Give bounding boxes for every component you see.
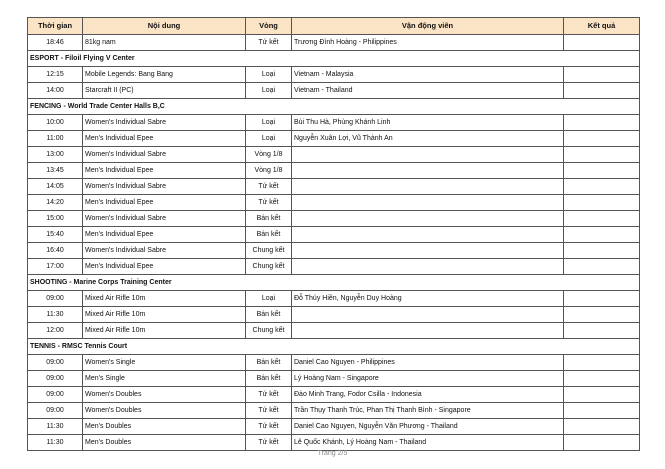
table-row: [28, 227, 640, 243]
cell-event: Women's Doubles: [83, 403, 246, 419]
cell-time: 14:05: [28, 179, 83, 195]
table-row: [28, 387, 640, 403]
cell-time: 10:00: [28, 115, 83, 131]
cell-round: Loại: [246, 67, 292, 83]
table-row: [28, 131, 640, 147]
cell-time: 11:30: [28, 435, 83, 451]
cell-athletes: Daniel Cao Nguyen, Nguyễn Văn Phương - Thailand: [292, 419, 564, 435]
cell-athletes: Đỗ Thúy Hiền, Nguyễn Duy Hoàng: [292, 291, 564, 307]
cell-result: [564, 227, 640, 243]
cell-result: [564, 195, 640, 211]
cell-athletes: Trần Thụy Thanh Trúc, Phan Thị Thanh Bình - Singapore: [292, 403, 564, 419]
cell-time: 16:40: [28, 243, 83, 259]
cell-result: [564, 387, 640, 403]
section-row: [28, 275, 640, 291]
cell-time: 17:00: [28, 259, 83, 275]
table-row: [28, 211, 640, 227]
cell-result: [564, 371, 640, 387]
cell-time: 13:00: [28, 147, 83, 163]
cell-round: Bán kết: [246, 307, 292, 323]
header-event: Nội dung: [83, 18, 246, 35]
cell-athletes: [292, 323, 564, 339]
cell-event: Mixed Air Rifle 10m: [83, 307, 246, 323]
cell-athletes: Lê Quốc Khánh, Lý Hoàng Nam - Thailand: [292, 435, 564, 451]
cell-event: Men's Doubles: [83, 419, 246, 435]
cell-event: Women's Individual Sabre: [83, 211, 246, 227]
cell-time: 11:00: [28, 131, 83, 147]
table-row: [28, 195, 640, 211]
table-row: [28, 163, 640, 179]
cell-athletes: Lý Hoàng Nam - Singapore: [292, 371, 564, 387]
cell-round: Bán kết: [246, 211, 292, 227]
section-row: [28, 51, 640, 67]
cell-athletes: [292, 259, 564, 275]
header-row: [28, 18, 640, 35]
section-row: [28, 99, 640, 115]
cell-athletes: [292, 179, 564, 195]
cell-result: [564, 259, 640, 275]
cell-athletes: [292, 195, 564, 211]
cell-time: 15:40: [28, 227, 83, 243]
cell-round: Vòng 1/8: [246, 163, 292, 179]
cell-event: 81kg nam: [83, 35, 246, 51]
cell-athletes: [292, 307, 564, 323]
cell-round: Chung kết: [246, 259, 292, 275]
header-time: Thời gian: [28, 18, 83, 35]
cell-event: Women's Individual Sabre: [83, 179, 246, 195]
cell-result: [564, 115, 640, 131]
cell-event: Mixed Air Rifle 10m: [83, 323, 246, 339]
cell-round: Tứ kết: [246, 179, 292, 195]
cell-event: Men's Single: [83, 371, 246, 387]
cell-time: 12:15: [28, 67, 83, 83]
table-row: [28, 355, 640, 371]
cell-time: 12:00: [28, 323, 83, 339]
cell-result: [564, 419, 640, 435]
cell-result: [564, 307, 640, 323]
cell-round: Tứ kết: [246, 195, 292, 211]
cell-round: Loại: [246, 291, 292, 307]
cell-result: [564, 163, 640, 179]
table-row: [28, 35, 640, 51]
cell-time: 14:20: [28, 195, 83, 211]
table-row: [28, 147, 640, 163]
schedule-body: [28, 35, 640, 451]
cell-round: Vòng 1/8: [246, 147, 292, 163]
cell-athletes: Trương Đình Hoàng - Philippines: [292, 35, 564, 51]
cell-round: Tứ kết: [246, 419, 292, 435]
cell-round: Tứ kết: [246, 435, 292, 451]
cell-athletes: [292, 163, 564, 179]
cell-round: Tứ kết: [246, 387, 292, 403]
cell-time: 11:30: [28, 307, 83, 323]
cell-event: Men's Individual Epee: [83, 259, 246, 275]
cell-athletes: [292, 243, 564, 259]
cell-athletes: Nguyễn Xuân Lợi, Vũ Thành An: [292, 131, 564, 147]
cell-result: [564, 243, 640, 259]
table-row: [28, 419, 640, 435]
table-row: [28, 323, 640, 339]
table-row: [28, 403, 640, 419]
cell-round: Bán kết: [246, 371, 292, 387]
cell-athletes: [292, 227, 564, 243]
page-number: Trang 2/5: [317, 450, 348, 457]
schedule-table: [27, 17, 640, 451]
cell-round: Chung kết: [246, 243, 292, 259]
cell-result: [564, 83, 640, 99]
cell-athletes: [292, 211, 564, 227]
cell-time: 09:00: [28, 355, 83, 371]
cell-round: Tứ kết: [246, 403, 292, 419]
table-row: [28, 307, 640, 323]
cell-result: [564, 403, 640, 419]
cell-time: 11:30: [28, 419, 83, 435]
cell-event: Women's Doubles: [83, 387, 246, 403]
header-athletes: Vận động viên: [292, 18, 564, 35]
section-title: FENCING - World Trade Center Halls B,C: [28, 99, 640, 115]
table-row: [28, 291, 640, 307]
cell-event: Mobile Legends: Bang Bang: [83, 67, 246, 83]
cell-result: [564, 67, 640, 83]
cell-athletes: Đào Minh Trang, Fodor Csilla - Indonesia: [292, 387, 564, 403]
table-row: [28, 179, 640, 195]
cell-event: Men's Individual Epee: [83, 163, 246, 179]
cell-event: Men's Individual Epee: [83, 227, 246, 243]
cell-time: 18:46: [28, 35, 83, 51]
cell-result: [564, 131, 640, 147]
cell-result: [564, 35, 640, 51]
cell-result: [564, 323, 640, 339]
cell-time: 09:00: [28, 371, 83, 387]
table-row: [28, 83, 640, 99]
cell-result: [564, 291, 640, 307]
cell-round: Loại: [246, 131, 292, 147]
table-row: [28, 243, 640, 259]
cell-time: 15:00: [28, 211, 83, 227]
cell-round: Loại: [246, 115, 292, 131]
table-row: [28, 67, 640, 83]
cell-time: 13:45: [28, 163, 83, 179]
cell-round: Bán kết: [246, 227, 292, 243]
cell-athletes: Vietnam - Malaysia: [292, 67, 564, 83]
cell-event: Men's Doubles: [83, 435, 246, 451]
cell-event: Men's Individual Epee: [83, 131, 246, 147]
cell-time: 09:00: [28, 291, 83, 307]
table-row: [28, 435, 640, 451]
header-result: Kết quả: [564, 18, 640, 35]
cell-time: 09:00: [28, 403, 83, 419]
cell-time: 09:00: [28, 387, 83, 403]
cell-result: [564, 147, 640, 163]
cell-round: Loại: [246, 83, 292, 99]
cell-round: Tứ kết: [246, 35, 292, 51]
section-title: SHOOTING - Marine Corps Training Center: [28, 275, 640, 291]
section-title: ESPORT - Filoil Flying V Center: [28, 51, 640, 67]
cell-event: Women's Individual Sabre: [83, 243, 246, 259]
cell-athletes: [292, 147, 564, 163]
section-row: [28, 339, 640, 355]
cell-result: [564, 179, 640, 195]
table-row: [28, 115, 640, 131]
cell-result: [564, 355, 640, 371]
cell-event: Women's Individual Sabre: [83, 147, 246, 163]
cell-athletes: Daniel Cao Nguyen - Philippines: [292, 355, 564, 371]
cell-result: [564, 435, 640, 451]
table-row: [28, 259, 640, 275]
cell-event: Mixed Air Rifle 10m: [83, 291, 246, 307]
cell-athletes: Vietnam - Thailand: [292, 83, 564, 99]
cell-event: Men's Individual Epee: [83, 195, 246, 211]
cell-event: Starcraft II (PC): [83, 83, 246, 99]
cell-round: Chung kết: [246, 323, 292, 339]
cell-time: 14:00: [28, 83, 83, 99]
cell-athletes: Bùi Thu Hà, Phùng Khánh Linh: [292, 115, 564, 131]
cell-event: Women's Individual Sabre: [83, 115, 246, 131]
section-title: TENNIS - RMSC Tennis Court: [28, 339, 640, 355]
cell-event: Women's Single: [83, 355, 246, 371]
table-row: [28, 371, 640, 387]
header-round: Vòng: [246, 18, 292, 35]
cell-round: Bán kết: [246, 355, 292, 371]
cell-result: [564, 211, 640, 227]
